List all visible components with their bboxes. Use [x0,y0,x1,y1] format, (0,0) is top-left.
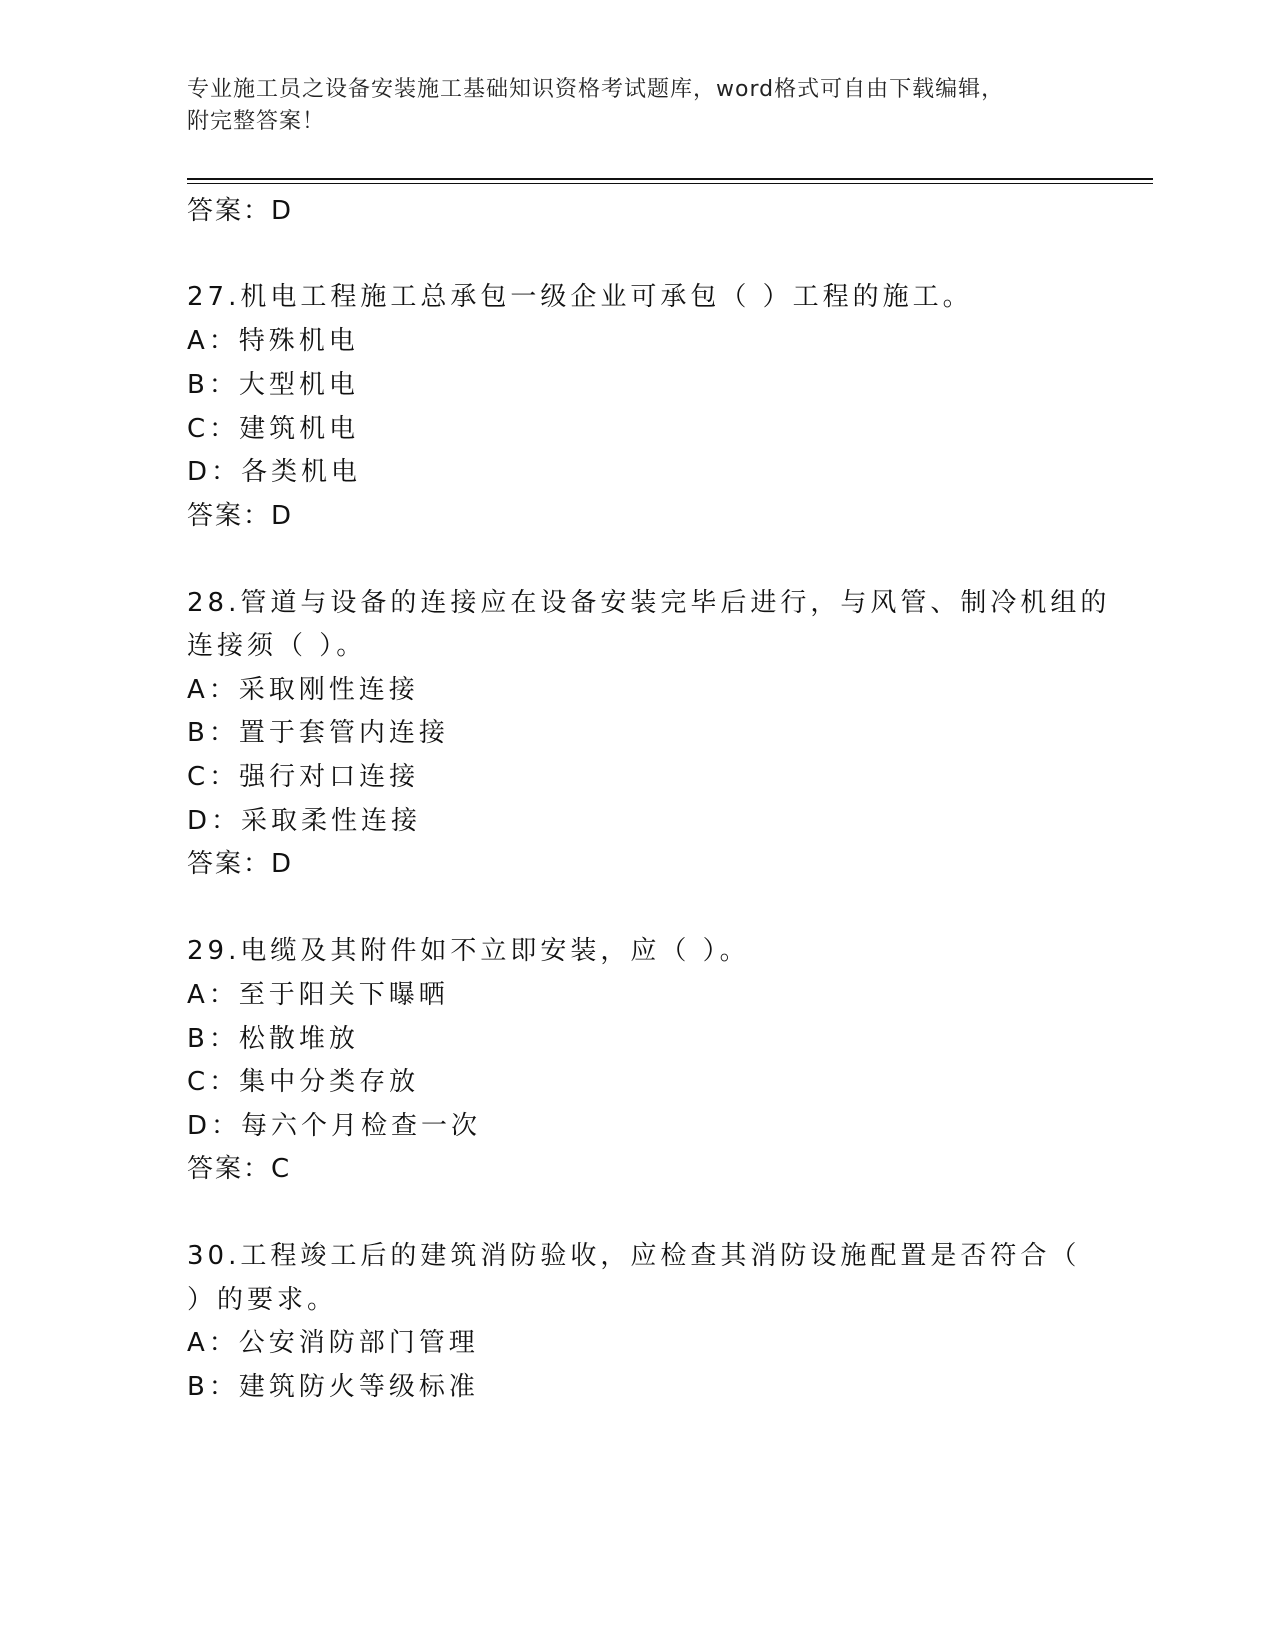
option-c: C：强行对口连接 [187,762,420,792]
question-stem: 27.机电工程施工总承包一级企业可承包（ ）工程的施工。 [187,282,973,312]
header-divider [187,178,1153,180]
option-a: A：采取刚性连接 [187,675,419,705]
option-b: B：松散堆放 [187,1024,359,1054]
question-stem: 28.管道与设备的连接应在设备安装完毕后进行，与风管、制冷机组的 [187,588,1111,618]
option-a: A：至于阳关下曝晒 [187,980,449,1010]
option-a: A：公安消防部门管理 [187,1328,479,1358]
question-stem-continued: ）的要求。 [187,1285,338,1315]
option-b: B：置于套管内连接 [187,718,449,748]
option-b: B：大型机电 [187,370,359,400]
answer-label: 答案：C [187,1154,292,1184]
option-c: C：建筑机电 [187,414,360,444]
header-divider-thin [187,183,1153,184]
option-c: C：集中分类存放 [187,1067,420,1097]
option-d: D：各类机电 [187,457,362,487]
option-d: D：每六个月检查一次 [187,1111,482,1141]
answer-label: 答案：D [187,501,294,531]
option-b: B：建筑防火等级标准 [187,1372,479,1402]
option-d: D：采取柔性连接 [187,806,422,836]
question-stem: 30.工程竣工后的建筑消防验收，应检查其消防设施配置是否符合（ [187,1241,1081,1271]
header-line-1: 专业施工员之设备安装施工基础知识资格考试题库，word格式可自由下载编辑， [187,77,1005,102]
question-stem: 29.电缆及其附件如不立即安装，应（ ）。 [187,936,750,966]
document-header [187,74,1067,138]
question-stem-continued: 连接须（ ）。 [187,631,367,661]
option-a: A：特殊机电 [187,326,359,356]
answer-label: 答案：D [187,196,294,226]
answer-label: 答案：D [187,849,294,879]
header-line-2: 附完整答案！ [187,109,326,134]
